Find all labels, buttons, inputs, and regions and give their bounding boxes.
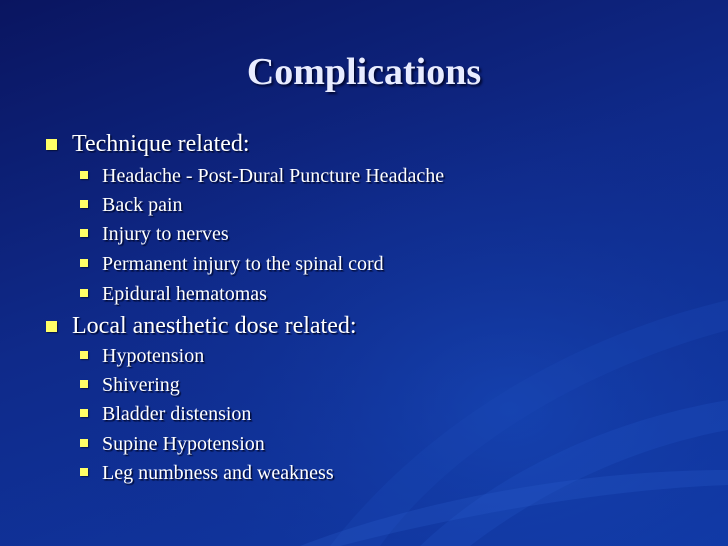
- list-item-text: Epidural hematomas: [102, 283, 267, 305]
- list-item-text: Supine Hypotension: [102, 433, 265, 455]
- square-bullet-icon: [80, 200, 88, 208]
- square-bullet-icon: [80, 439, 88, 447]
- list-item-text: Shivering: [102, 374, 180, 396]
- section-label: Technique related:: [72, 131, 250, 157]
- list-item-text: Injury to nerves: [102, 223, 229, 245]
- slide-title: Complications: [246, 51, 482, 93]
- square-bullet-icon: [80, 351, 88, 359]
- list-item-text: Back pain: [102, 194, 183, 216]
- square-bullet-icon: [80, 229, 88, 237]
- section-label: Local anesthetic dose related:: [72, 313, 357, 339]
- list-item-text: Permanent injury to the spinal cord: [102, 253, 384, 275]
- list-item-text: Headache - Post-Dural Puncture Headache: [102, 165, 445, 187]
- square-bullet-icon: [80, 380, 88, 388]
- list-item-text: Leg numbness and weakness: [102, 462, 334, 484]
- square-bullet-icon: [80, 171, 88, 179]
- square-bullet-icon: [80, 409, 88, 417]
- list-item-text: Hypotension: [102, 345, 205, 367]
- square-bullet-icon: [80, 468, 88, 476]
- list-item-text: Bladder distension: [102, 403, 252, 425]
- square-bullet-icon: [46, 321, 57, 332]
- square-bullet-icon: [46, 139, 57, 150]
- square-bullet-icon: [80, 259, 88, 267]
- square-bullet-icon: [80, 289, 88, 297]
